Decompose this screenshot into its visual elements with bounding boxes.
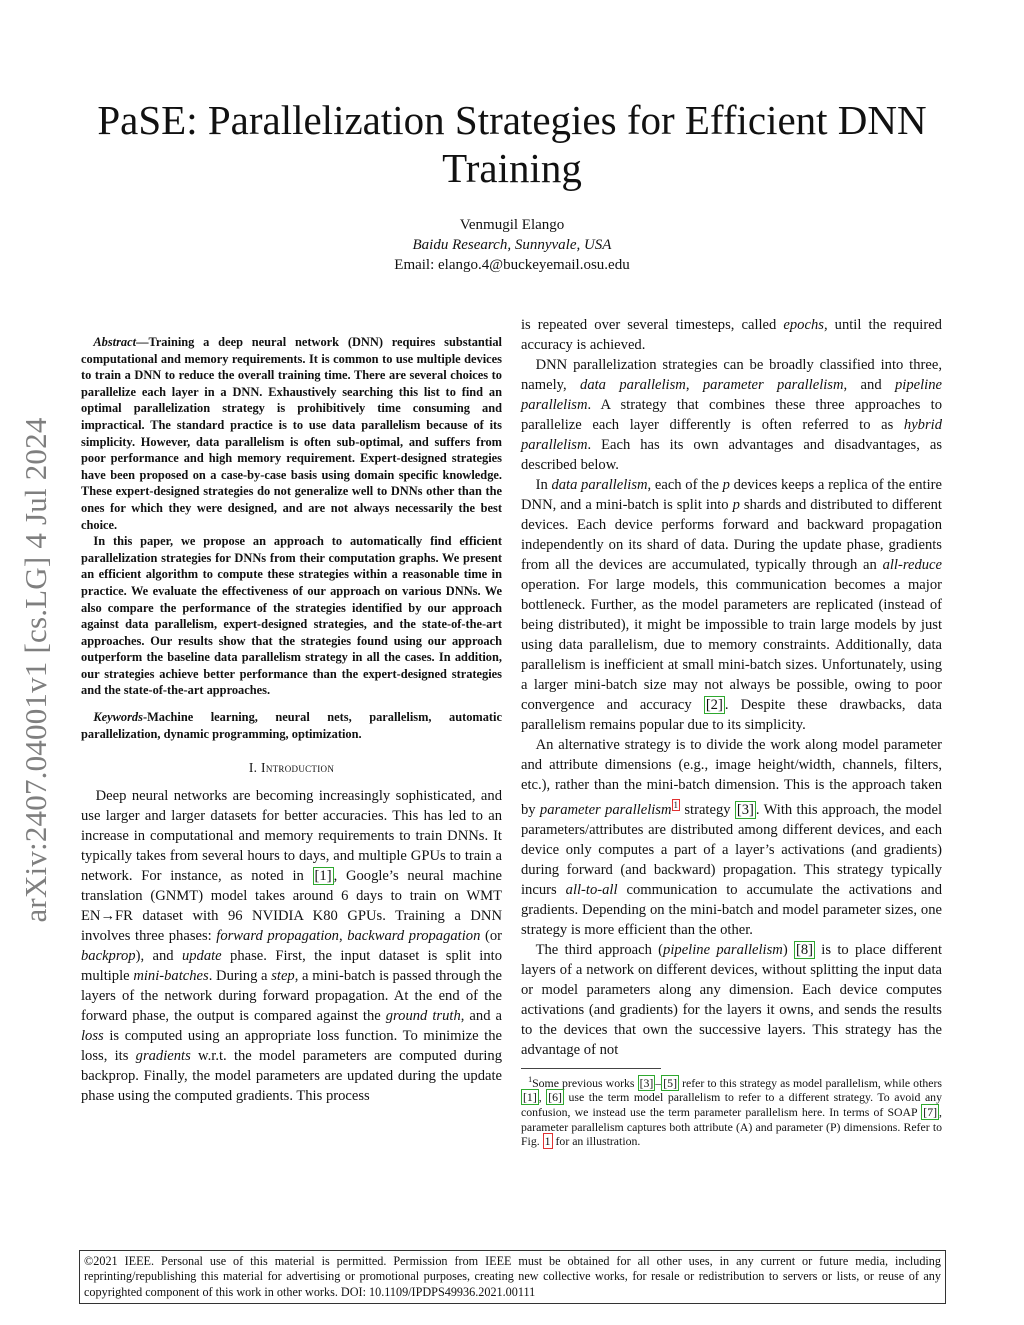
author-affiliation: Baidu Research, Sunnyvale, USA [412,237,612,253]
emph: parameter parallelism [539,801,672,818]
text-run: , parameter parallelism captures both attribute (A) and parameter (P) dimensions. Refer to Fig. [521,1104,942,1149]
text-run: . Each has its own advantages and disadvantages, as described below. [521,437,942,473]
citation-link-1[interactable]: [1] [314,868,332,885]
intro-paragraph-2 [521,355,942,475]
intro-paragraph-3 [521,475,942,735]
emph: epochs [783,317,824,333]
footnote-mark-link[interactable]: 1 [673,800,679,810]
arxiv-watermark [16,350,56,990]
abstract-paragraph-1 [81,334,502,533]
text-run: , [338,928,348,945]
emph: update [181,948,222,965]
text-run: DNN parallelization strategies can be broadly classified into three, namely, [521,357,942,393]
math-var: p [722,477,730,493]
text-run: communication to accumulate the activations and gradients. Depending on the mini-batch and model parameter sizes, one strategy is more efficient than the other. [521,881,942,938]
footnote-number: 1 [528,1074,533,1084]
text-run: shards and distributed to different devices. Each device performs forward and backward propagation independently on its shard of data. During the update phase, gradients from all the devices are accumulated, typically through an [521,497,942,573]
intro-paragraph-4 [521,735,942,940]
emph: pipeline parallelism [521,377,943,413]
text-run: In [535,477,552,493]
citation-link-8[interactable]: [8] [795,941,814,958]
text-run: ), and [135,948,182,965]
text-run: use the term model parallelism to refer to a different strategy. To avoid any confusion, we instead use the term parameter parallelism here. In terms of SOAP [521,1090,942,1119]
citation-link[interactable]: [1] [523,1090,537,1105]
emph: pipeline parallelism [663,941,783,958]
text-run: phase. First, the input dataset is split into multiple [81,948,502,985]
text-run: – [655,1075,662,1090]
section-heading-introduction [81,760,502,776]
citation-link[interactable]: [7] [923,1104,938,1119]
text-run: operation. For large models, this communication becomes a major bottleneck. Further, as the model parameters are replicated (instead of being distributed), it might be impossible to train large models by just using data parallelism, due to memory constraints. Additionally, data parallelism is inefficient at small mini-batch sizes. Unfortunately, using a larger mini-batch size may not always be possible, owing to poor convergence and accuracy [521,577,942,713]
emph: backward propagation [347,928,481,945]
text-run: strategy [680,801,735,818]
text-run: , Google’s neural machine translation (GNMT) model takes around 6 days to train on WMT EN→FR dataset with 96 NVIDIA K80 GPUs. Training a DNN involves three phases: [81,868,502,945]
keywords-label: Keywords [93,710,143,725]
left-column [81,334,502,1106]
abstract-paragraph-2: In this paper, we propose an approach to automatically find efficient parallelization strategies for DNNs from their computation graphs. We present an efficient algorithm to compute these strategies within a reasonable time in practice. We evaluate the effectiveness of our approach on various DNNs. We also compare the performance of the strategies identified by our approach against data parallelism, expert-designed strategies, and the state-of-the-art approaches. Our results show that the strategies found using our approach outperform the baseline data parallelism strategy in all the cases. In addition, our strategies achieve better performance than the expert-designed strategies and the state-of-the-art approaches. [81,534,502,698]
intro-paragraph-1 [81,786,502,1106]
citation-link-2[interactable]: [2] [705,697,723,713]
emph: gradients [135,1048,191,1065]
citation-link-3[interactable]: [3] [736,801,754,818]
author-email: Email: elango.4@buckeyemail.osu.edu [394,257,630,273]
emph: loss [81,1028,104,1045]
text-run: . With this approach, the model parameters/attributes are distributed among different devices, and each device only computes a part of a layer’s activations (and gradients) during forward (and backward) propagation. This strategy typically incurs [521,801,942,898]
keywords [81,709,502,742]
text-run: devices keeps a replica of the entire DNN, and a mini-batch is split into [521,477,942,513]
text-run: , until the required accuracy is achieved. [521,317,942,353]
text-run: , a mini-batch is passed through the layers of the network during forward propagation. At the end of the forward phase, the output is compared against the [81,968,502,1025]
text-run: , [538,1090,547,1105]
text-run: Deep neural networks are becoming increasingly sophisticated, and use larger and larger datasets for better accuracies. This has led to an increase in computational and memory requirements to train DNNs. It typically takes from several hours to days, and multiple GPUs to train a network. For instance, as noted in [81,788,502,885]
math-var: p [732,497,740,513]
text-run: is computed using an appropriate loss function. To minimize the loss, its [81,1028,502,1065]
text-run: , each of the [647,477,723,493]
text-run: , and a [460,1008,502,1025]
text-run: , [685,377,703,393]
section-title-text: Introduction [261,760,335,776]
text-run: . Despite these drawbacks, data parallelism remains popular due to its simplicity. [521,697,942,733]
citation-link[interactable]: [5] [663,1075,678,1090]
emph: all-to-all [565,881,618,898]
text-run: (or [480,928,502,945]
citation-link[interactable]: [6] [548,1090,562,1105]
emph: all-reduce [882,557,942,573]
text-run: is repeated over several timesteps, called [521,317,784,333]
text-run: Some previous works [532,1075,638,1090]
copyright-notice: ©2021 IEEE. Personal use of this material is permitted. Permission from IEEE must be obtained for all other uses, in any current or future media, including reprinting/republishing this material for advertising or promotional purposes, creating new collective works, for resale or redistribution to servers or lists, or reuse of any copyrighted component of this work in other works. DOI: 10.1109/IPDPS49936.2021.00111 [79,1250,946,1304]
text-run: refer to this strategy as model parallelism, while others [679,1075,943,1090]
citation-link[interactable]: [3] [639,1075,654,1090]
author-block [80,215,944,275]
figure-link[interactable]: 1 [544,1134,551,1149]
text-run: w.r.t. the model parameters are computed during backprop. Finally, the model parameters are updated during the update phase using the computed gradients. This process [81,1048,502,1105]
text-run: is to place different layers of a network on different devices, without splitting the input data or model parameters along any dimension. Each device computes activations (and gradients) for the layers it owns, and sends the results to the devices that own the successive layers. This strategy has the advantage of not [521,941,942,1058]
arxiv-id: arXiv:2407.04001v1 [cs.LG] 4 Jul 2024 [18,417,53,923]
footnote-divider [521,1068,661,1069]
author-name: Venmugil Elango [459,217,565,233]
footnote-1 [521,1073,942,1149]
emph: data parallelism [580,377,686,393]
text-run: The third approach ( [535,941,664,958]
text-run: . During a [208,968,272,985]
text-run: . A strategy that combines these three approaches to parallelize each layer differently is often referred to as [521,397,942,433]
text-run: ) [782,941,794,958]
emph: hybrid parallelism [521,417,942,453]
text-run: , and [843,377,895,393]
paper-title: PaSE: Parallelization Strategies for Efficient DNN Training [97,97,927,191]
text-run: for an illustration. [552,1134,641,1149]
emph: data parallelism [551,477,648,493]
abstract-label: Abstract [93,335,137,349]
emph: mini-batches [133,968,209,985]
right-column [521,315,942,1149]
keywords-text: -Machine learning, neural nets, parallelism, automatic parallelization, dynamic programming, optimization. [81,710,502,741]
intro-paragraph-5 [521,940,942,1060]
abstract-text-1: —Training a deep neural network (DNN) requires substantial computational and memory requirements. It is common to use multiple devices to train a DNN to reduce the overall training time. There are several choices to parallelize each layer in a DNN. Exhaustively searching this list to find an optimal parallelization strategy is prohibitively time consuming and impractical. The standard practice is to use data parallelism because of its simplicity. However, data parallelism is often sub-optimal, and suffers from poor performance and high memory requirement. Expert-designed strategies have been proposed on a case-by-case basis using domain specific knowledge. These expert-designed strategies do not generalize well to DNNs other than the ones for which they were designed, and are not always necessarily the best choice. [81,335,502,532]
emph: forward propagation [216,928,339,945]
emph: step [271,968,295,985]
section-number: I. [248,760,258,776]
text-run: An alternative strategy is to divide the work along model parameter and attribute dimensions (e.g., image height/width, channels, filters, etc.), rather than the mini-batch dimension. This is the approach taken by [521,737,942,818]
intro-paragraph-1-continued [521,315,942,355]
emph: parameter parallelism [702,377,844,393]
emph: ground truth [385,1008,461,1025]
emph: backprop [81,948,136,965]
